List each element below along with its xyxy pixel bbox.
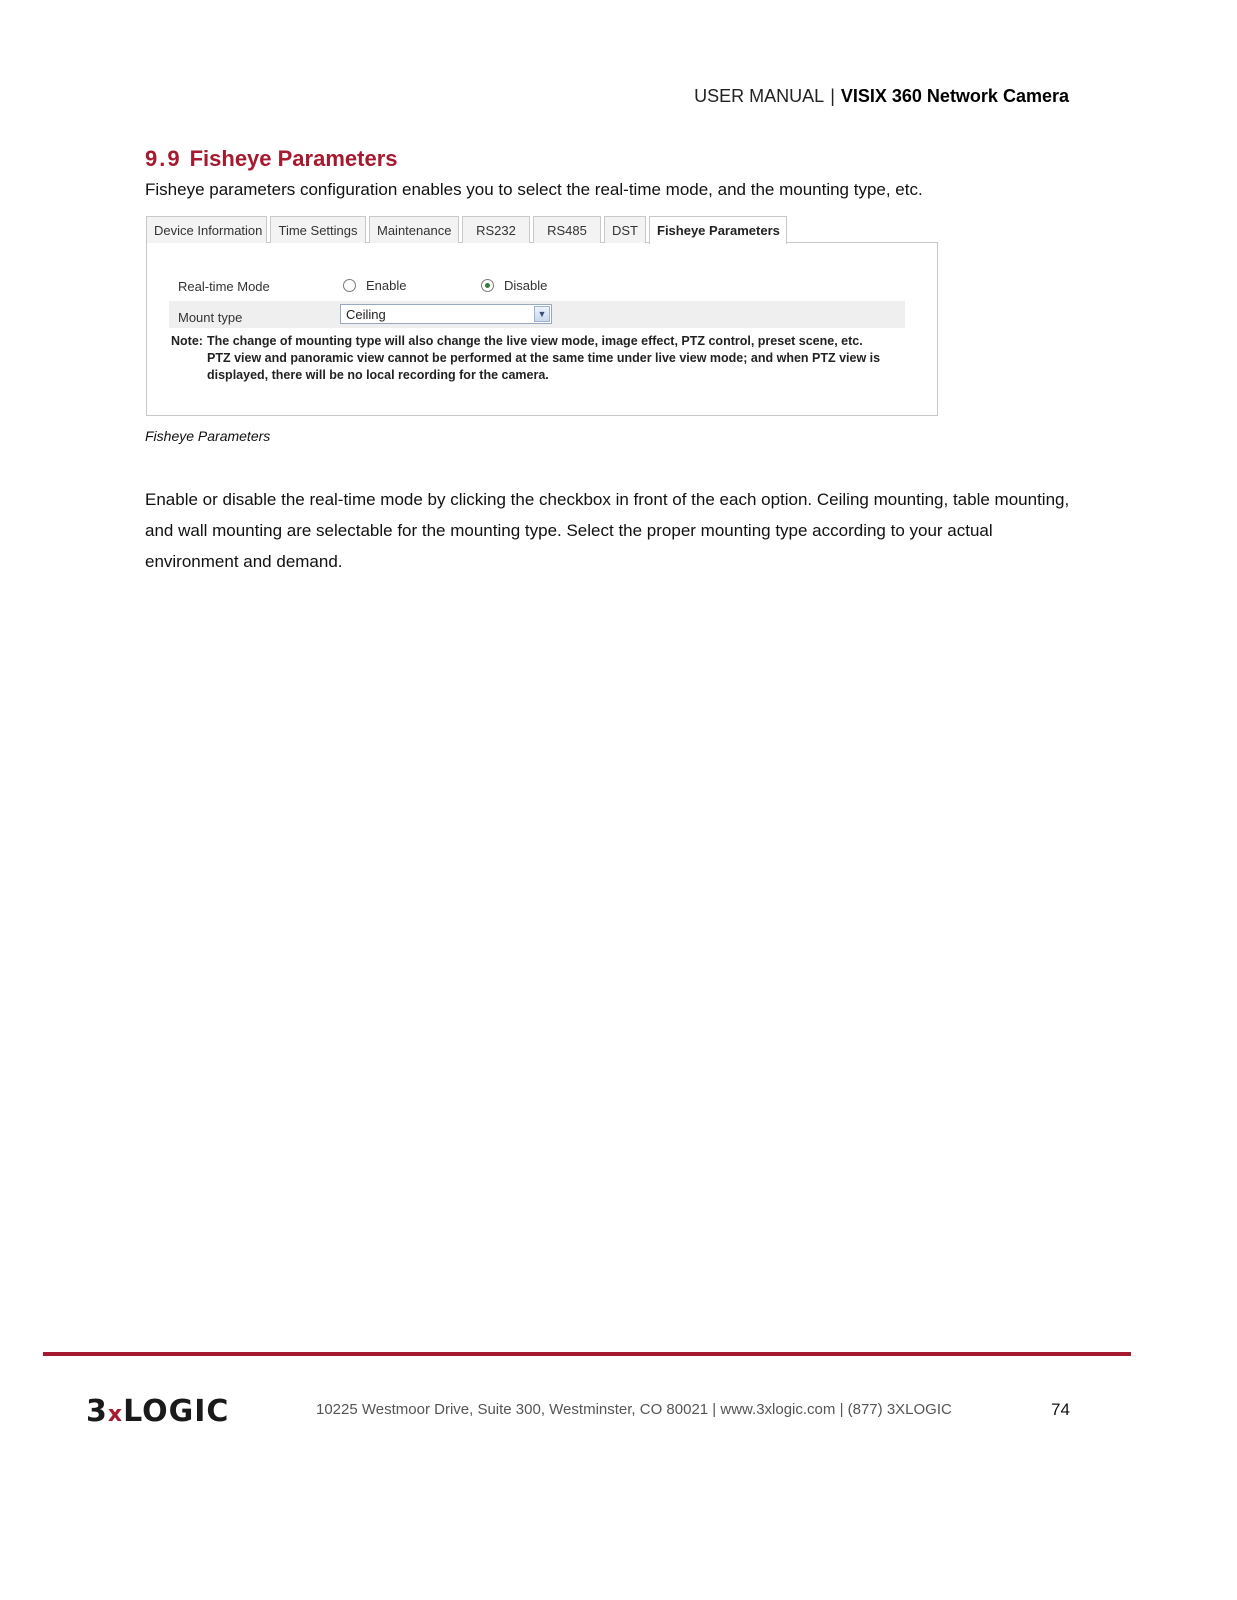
tab-bar	[146, 216, 938, 243]
footer-address: 10225 Westmoor Drive, Suite 300, Westminster, CO 80021 | www.3xlogic.com | (877) 3XLOGIC	[316, 1401, 952, 1418]
tab-rs232[interactable]: RS232	[462, 216, 530, 243]
chevron-down-icon[interactable]: ▼	[534, 306, 550, 322]
settings-panel	[146, 242, 938, 416]
page-header	[694, 86, 1069, 107]
header-product: VISIX 360 Network Camera	[840, 86, 1069, 106]
footer-divider	[43, 1352, 1131, 1356]
note-label: Note:	[171, 334, 203, 348]
tab-rs485[interactable]: RS485	[533, 216, 601, 243]
page-number: 74	[1051, 1400, 1070, 1419]
logo-part-3: 3	[86, 1394, 108, 1429]
mount-type-select[interactable]	[340, 304, 552, 324]
tab-fisheye-parameters[interactable]: Fisheye Parameters	[649, 216, 787, 244]
mount-type-value: Ceiling	[346, 307, 386, 322]
tab-device-information[interactable]: Device Information	[146, 216, 267, 243]
radio-unchecked-icon	[343, 279, 356, 292]
tab-time-settings[interactable]: Time Settings	[270, 216, 366, 243]
fisheye-screenshot	[146, 216, 938, 416]
disable-radio[interactable]	[481, 278, 547, 293]
header-prefix: USER MANUAL	[694, 86, 825, 106]
realtime-mode-label: Real-time Mode	[178, 279, 270, 294]
figure-caption: Fisheye Parameters	[145, 428, 271, 444]
note-block	[171, 333, 901, 384]
note-line-2: PTZ view and panoramic view cannot be performed at the same time under live view mode; and when PTZ view is displayed, there will be no local recording for the camera.	[207, 351, 881, 382]
intro-paragraph: Fisheye parameters configuration enables you to select the real-time mode, and the mounting type, etc.	[145, 180, 923, 199]
section-title	[145, 146, 398, 172]
tab-dst[interactable]: DST	[604, 216, 646, 243]
section-heading: Fisheye Parameters	[189, 146, 398, 171]
section-number: 9.9	[145, 146, 182, 171]
logo-part-x: x	[107, 1402, 124, 1427]
tab-maintenance[interactable]: Maintenance	[369, 216, 459, 243]
enable-label: Enable	[366, 278, 407, 293]
disable-label: Disable	[504, 278, 548, 293]
radio-checked-icon	[481, 279, 494, 292]
header-separator: |	[830, 86, 835, 106]
enable-radio[interactable]	[343, 278, 406, 293]
note-line-1: The change of mounting type will also change the live view mode, image effect, PTZ control, preset scene, etc.	[207, 334, 863, 348]
body-paragraph: Enable or disable the real-time mode by clicking the checkbox in front of the each option. Ceiling mounting, table mounting, and wall mounting are selectable for the mounting type. Select the proper mounting type according to your actual environment and demand.	[145, 490, 1070, 571]
company-logo	[86, 1394, 229, 1429]
logo-part-logic: LOGIC	[123, 1394, 230, 1429]
mount-type-label: Mount type	[178, 310, 243, 325]
